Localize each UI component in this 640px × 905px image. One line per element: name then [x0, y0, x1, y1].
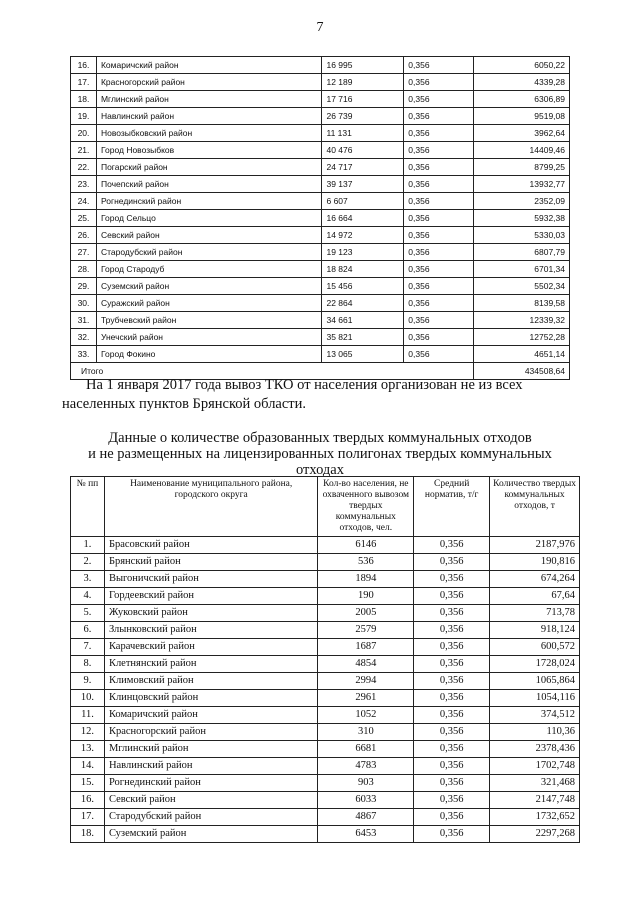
- table-row: [71, 826, 580, 843]
- waste-amount: 1054,116: [490, 690, 580, 707]
- district-name: Город Фокино: [96, 346, 322, 363]
- table-row: [71, 346, 570, 363]
- row-number: 24.: [71, 193, 97, 210]
- table-row: [71, 227, 570, 244]
- norm: 0,356: [414, 605, 490, 622]
- header-norm: Средний норматив, т/г: [414, 477, 490, 537]
- table-row: [71, 809, 580, 826]
- norm: 0,356: [414, 554, 490, 571]
- district-name: Город Стародуб: [96, 261, 322, 278]
- district-name: Выгоничский район: [104, 571, 317, 588]
- row-number: 26.: [71, 227, 97, 244]
- population: 4854: [318, 656, 414, 673]
- district-name: Унечский район: [96, 329, 322, 346]
- norm: 0,356: [404, 176, 474, 193]
- waste-amount: 4651,14: [474, 346, 570, 363]
- waste-amount: 6306,89: [474, 91, 570, 108]
- district-name: Клетнянский район: [104, 656, 317, 673]
- waste-amount: 2147,748: [490, 792, 580, 809]
- header-district: Наименование муниципального района, городского округа: [104, 477, 317, 537]
- population: 35 821: [322, 329, 404, 346]
- row-number: 5.: [71, 605, 105, 622]
- district-name: Трубчевский район: [96, 312, 322, 329]
- population: 6 607: [322, 193, 404, 210]
- norm: 0,356: [414, 622, 490, 639]
- norm: 0,356: [404, 227, 474, 244]
- district-name: Рогнединский район: [96, 193, 322, 210]
- population: 18 824: [322, 261, 404, 278]
- norm: 0,356: [404, 57, 474, 74]
- district-name: Жуковский район: [104, 605, 317, 622]
- table-row: [71, 690, 580, 707]
- row-number: 13.: [71, 741, 105, 758]
- row-number: 1.: [71, 537, 105, 554]
- table-row: [71, 741, 580, 758]
- norm: 0,356: [404, 295, 474, 312]
- waste-amount: 110,36: [490, 724, 580, 741]
- district-name: Стародубский район: [104, 809, 317, 826]
- population: 16 664: [322, 210, 404, 227]
- waste-amount: 713,78: [490, 605, 580, 622]
- population: 12 189: [322, 74, 404, 91]
- row-number: 27.: [71, 244, 97, 261]
- population: 40 476: [322, 142, 404, 159]
- row-number: 14.: [71, 758, 105, 775]
- norm: 0,356: [404, 142, 474, 159]
- waste-amount: 600,572: [490, 639, 580, 656]
- norm: 0,356: [414, 826, 490, 843]
- district-name: Почепский район: [96, 176, 322, 193]
- population: 6681: [318, 741, 414, 758]
- waste-amount: 5330,03: [474, 227, 570, 244]
- table-row: [71, 775, 580, 792]
- norm: 0,356: [404, 210, 474, 227]
- table-row: [71, 329, 570, 346]
- district-name: Красногорский район: [104, 724, 317, 741]
- norm: 0,356: [404, 193, 474, 210]
- waste-amount: 67,64: [490, 588, 580, 605]
- table-row: [71, 125, 570, 142]
- district-name: Суражский район: [96, 295, 322, 312]
- population: 4867: [318, 809, 414, 826]
- waste-amount: 14409,46: [474, 142, 570, 159]
- norm: 0,356: [414, 707, 490, 724]
- table-row: [71, 142, 570, 159]
- population: 22 864: [322, 295, 404, 312]
- population: 1687: [318, 639, 414, 656]
- district-name: Карачевский район: [104, 639, 317, 656]
- district-name: Навлинский район: [96, 108, 322, 125]
- total-value: 434508,64: [474, 363, 570, 380]
- row-number: 7.: [71, 639, 105, 656]
- district-name: Навлинский район: [104, 758, 317, 775]
- district-name: Брянский район: [104, 554, 317, 571]
- population: 13 065: [322, 346, 404, 363]
- district-name: Мглинский район: [104, 741, 317, 758]
- waste-amount: 190,816: [490, 554, 580, 571]
- table-row: [71, 244, 570, 261]
- table-row: [71, 673, 580, 690]
- district-name: Новозыбковский район: [96, 125, 322, 142]
- norm: 0,356: [404, 125, 474, 142]
- district-name: Суземский район: [96, 278, 322, 295]
- waste-amount: 2352,09: [474, 193, 570, 210]
- table-row: [71, 193, 570, 210]
- heading-line-3: отходах: [296, 462, 344, 478]
- table-row: [71, 758, 580, 775]
- norm: 0,356: [414, 809, 490, 826]
- table-row: [71, 57, 570, 74]
- table-row: [71, 312, 570, 329]
- district-name: Город Сельцо: [96, 210, 322, 227]
- waste-amount: 1702,748: [490, 758, 580, 775]
- population: 17 716: [322, 91, 404, 108]
- waste-amount: 1728,024: [490, 656, 580, 673]
- row-number: 20.: [71, 125, 97, 142]
- norm: 0,356: [414, 741, 490, 758]
- norm: 0,356: [404, 244, 474, 261]
- district-name: Гордеевский район: [104, 588, 317, 605]
- tko-table-body: [71, 57, 570, 363]
- table-row: [71, 108, 570, 125]
- row-number: 18.: [71, 91, 97, 108]
- district-name: Климовский район: [104, 673, 317, 690]
- header-population: Кол-во населения, не охваченного вывозом твердых коммунальных отходов, чел.: [318, 477, 414, 537]
- population: 24 717: [322, 159, 404, 176]
- population: 6146: [318, 537, 414, 554]
- page-number: 7: [316, 20, 324, 35]
- waste-amount: 6701,34: [474, 261, 570, 278]
- row-number: 33.: [71, 346, 97, 363]
- norm: 0,356: [404, 159, 474, 176]
- waste-amount: 12752,28: [474, 329, 570, 346]
- table-row: [71, 261, 570, 278]
- district-name: Комаричский район: [96, 57, 322, 74]
- table-row: [71, 605, 580, 622]
- waste-amount: 9519,08: [474, 108, 570, 125]
- waste-amount: 3962,64: [474, 125, 570, 142]
- table-row: [71, 554, 580, 571]
- paragraph-text: На 1 января 2017 года вывоз ТКО от населения организован не из всех населенных пунктов Брянской области.: [62, 377, 523, 412]
- norm: 0,356: [404, 74, 474, 91]
- tko-table-continued: [70, 56, 570, 380]
- waste-amount: 674,264: [490, 571, 580, 588]
- row-number: 23.: [71, 176, 97, 193]
- norm: 0,356: [414, 792, 490, 809]
- district-name: Мглинский район: [96, 91, 322, 108]
- population: 2005: [318, 605, 414, 622]
- row-number: 21.: [71, 142, 97, 159]
- population: 39 137: [322, 176, 404, 193]
- table-row: [71, 91, 570, 108]
- row-number: 16.: [71, 792, 105, 809]
- table-row: [71, 622, 580, 639]
- norm: 0,356: [404, 346, 474, 363]
- population: 6033: [318, 792, 414, 809]
- district-name: Город Новозыбков: [96, 142, 322, 159]
- row-number: 9.: [71, 673, 105, 690]
- untreated-waste-table: [70, 476, 580, 843]
- row-number: 12.: [71, 724, 105, 741]
- row-number: 17.: [71, 809, 105, 826]
- untreated-waste-table-body: [71, 537, 580, 843]
- table-row: [71, 74, 570, 91]
- norm: 0,356: [404, 329, 474, 346]
- heading-line-2: и не размещенных на лицензированных полигонах твердых коммунальных: [88, 446, 552, 462]
- population: 1894: [318, 571, 414, 588]
- row-number: 6.: [71, 622, 105, 639]
- norm: 0,356: [404, 91, 474, 108]
- population: 6453: [318, 826, 414, 843]
- row-number: 15.: [71, 775, 105, 792]
- population: 15 456: [322, 278, 404, 295]
- heading-line-1: Данные о количестве образованных твердых коммунальных отходов: [108, 430, 532, 446]
- table-row: [71, 792, 580, 809]
- norm: 0,356: [414, 673, 490, 690]
- population: 190: [318, 588, 414, 605]
- waste-amount: 1732,652: [490, 809, 580, 826]
- population: 11 131: [322, 125, 404, 142]
- population: 14 972: [322, 227, 404, 244]
- row-number: 29.: [71, 278, 97, 295]
- population: 2994: [318, 673, 414, 690]
- row-number: 2.: [71, 554, 105, 571]
- total-label: Итого: [71, 363, 474, 380]
- waste-amount: 5502,34: [474, 278, 570, 295]
- table-row: [71, 176, 570, 193]
- waste-amount: 8139,58: [474, 295, 570, 312]
- waste-amount: 2187,976: [490, 537, 580, 554]
- row-number: 8.: [71, 656, 105, 673]
- norm: 0,356: [404, 278, 474, 295]
- norm: 0,356: [414, 588, 490, 605]
- norm: 0,356: [414, 537, 490, 554]
- table-row: [71, 639, 580, 656]
- district-name: Стародубский район: [96, 244, 322, 261]
- norm: 0,356: [404, 261, 474, 278]
- table-row: [71, 707, 580, 724]
- population: 903: [318, 775, 414, 792]
- waste-amount: 13932,77: [474, 176, 570, 193]
- district-name: Погарский район: [96, 159, 322, 176]
- norm: 0,356: [404, 312, 474, 329]
- norm: 0,356: [414, 639, 490, 656]
- row-number: 19.: [71, 108, 97, 125]
- waste-amount: 2378,436: [490, 741, 580, 758]
- district-name: Брасовский район: [104, 537, 317, 554]
- table-header-row: [71, 477, 580, 537]
- waste-amount: 8799,25: [474, 159, 570, 176]
- population: 19 123: [322, 244, 404, 261]
- table-row: [71, 656, 580, 673]
- district-name: Красногорский район: [96, 74, 322, 91]
- section-heading: [40, 430, 600, 478]
- table-row: [71, 537, 580, 554]
- row-number: 10.: [71, 690, 105, 707]
- norm: 0,356: [414, 758, 490, 775]
- row-number: 32.: [71, 329, 97, 346]
- norm: 0,356: [404, 108, 474, 125]
- waste-amount: 4339,28: [474, 74, 570, 91]
- district-name: Рогнединский район: [104, 775, 317, 792]
- waste-amount: 12339,32: [474, 312, 570, 329]
- norm: 0,356: [414, 656, 490, 673]
- norm: 0,356: [414, 775, 490, 792]
- waste-amount: 6050,22: [474, 57, 570, 74]
- row-number: 4.: [71, 588, 105, 605]
- header-number: № пп: [71, 477, 105, 537]
- population: 4783: [318, 758, 414, 775]
- waste-amount: 321,468: [490, 775, 580, 792]
- district-name: Клинцовский район: [104, 690, 317, 707]
- table-row: [71, 571, 580, 588]
- table-row: [71, 278, 570, 295]
- header-amount: Количество твердых коммунальных отходов, т: [490, 477, 580, 537]
- waste-amount: 918,124: [490, 622, 580, 639]
- population: 1052: [318, 707, 414, 724]
- row-number: 31.: [71, 312, 97, 329]
- district-name: Севский район: [96, 227, 322, 244]
- district-name: Комаричский район: [104, 707, 317, 724]
- table-row: [71, 724, 580, 741]
- row-number: 28.: [71, 261, 97, 278]
- population: 34 661: [322, 312, 404, 329]
- table-row: [71, 159, 570, 176]
- row-number: 3.: [71, 571, 105, 588]
- population: 16 995: [322, 57, 404, 74]
- norm: 0,356: [414, 690, 490, 707]
- row-number: 25.: [71, 210, 97, 227]
- norm: 0,356: [414, 724, 490, 741]
- table-row: [71, 210, 570, 227]
- population: 310: [318, 724, 414, 741]
- district-name: Суземский район: [104, 826, 317, 843]
- population: 2579: [318, 622, 414, 639]
- population: 26 739: [322, 108, 404, 125]
- population: 2961: [318, 690, 414, 707]
- row-number: 17.: [71, 74, 97, 91]
- row-number: 22.: [71, 159, 97, 176]
- table-row: [71, 295, 570, 312]
- waste-amount: 1065,864: [490, 673, 580, 690]
- row-number: 18.: [71, 826, 105, 843]
- population: 536: [318, 554, 414, 571]
- district-name: Злынковский район: [104, 622, 317, 639]
- norm: 0,356: [414, 571, 490, 588]
- waste-amount: 374,512: [490, 707, 580, 724]
- row-number: 11.: [71, 707, 105, 724]
- district-name: Севский район: [104, 792, 317, 809]
- table-row: [71, 588, 580, 605]
- row-number: 16.: [71, 57, 97, 74]
- waste-amount: 6807,79: [474, 244, 570, 261]
- waste-amount: 5932,38: [474, 210, 570, 227]
- waste-amount: 2297,268: [490, 826, 580, 843]
- row-number: 30.: [71, 295, 97, 312]
